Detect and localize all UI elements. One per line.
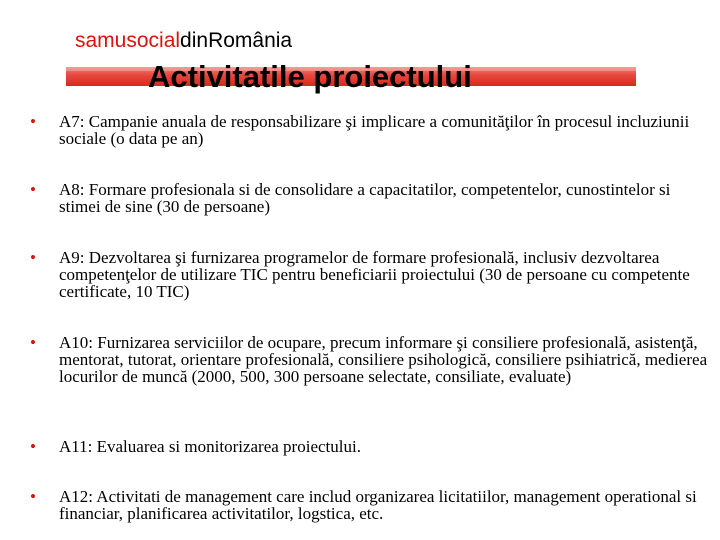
bullet-marker: • [30,180,36,199]
bullet-text: A7: Campanie anuala de responsabilizare şi implicare a comunităţilor în procesul incluziunii sociale (o data pe an) [59,112,690,148]
bullet-text: A10: Furnizarea serviciilor de ocupare, precum informare şi consiliere profesională, asistenţă, mentorat, tutorat, orientare profesională, consiliere psihologică, consiliere psihiatrică, medierea locurilor de muncă (2000, 500, 300 persoane selectate, consiliate, evaluate) [59,333,708,386]
bullet-text: A11: Evaluarea si monitorizarea proiectului. [59,437,361,456]
bullet-text: A8: Formare profesionala si de consolidare a capacitatilor, competentelor, cunostintelor si stimei de sine (30 de persoane) [59,180,671,216]
bullet-marker: • [30,248,36,267]
bullet-text: A12: Activitati de management care includ organizarea licitatiilor, management operational si financiar, planificarea activitatilor, logstica, etc. [59,487,697,523]
bullet-marker: • [30,487,36,506]
logo-text-samusocial: samusocial [75,29,181,52]
slide-title: Activitatile proiectului [148,59,472,94]
bullet-marker: • [30,333,36,352]
bullet-marker: • [30,112,36,131]
bullet-marker: • [30,437,36,456]
logo-text-dinromania: dinRomânia [180,29,293,52]
bullet-text: A9: Dezvoltarea şi furnizarea programelor de formare profesională, inclusiv dezvoltarea competenţelor de utilizare TIC pentru beneficiarii proiectului (30 de persoane cu competente certificate, 10 TIC) [59,248,690,301]
